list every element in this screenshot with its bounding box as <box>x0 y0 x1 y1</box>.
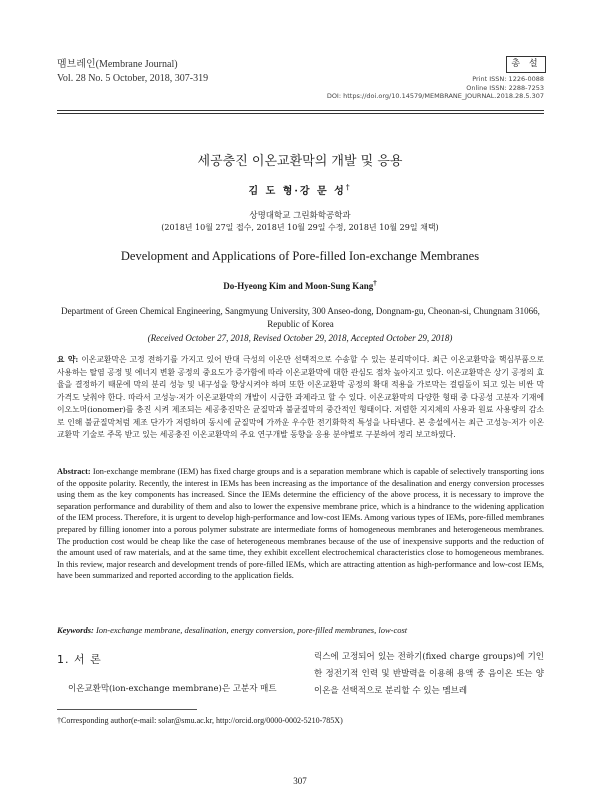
print-issn: Print ISSN: 1226-0088 <box>472 75 544 83</box>
korean-dates: (2018년 10월 27일 접수, 2018년 10월 29일 수정, 2018년 10월 29일 채택) <box>161 223 439 232</box>
issn-block <box>327 75 544 101</box>
body-column-left: 이온교환막(ion-exchange membrane)은 고분자 매트 <box>68 684 277 694</box>
korean-title: 세공충진 이온교환막의 개발 및 응용 <box>197 154 403 169</box>
keywords <box>57 625 544 635</box>
online-issn: Online ISSN: 2288-7253 <box>466 83 544 92</box>
journal-issue: Vol. 28 No. 5 October, 2018, 307-319 <box>57 73 209 84</box>
korean-abstract <box>57 354 544 442</box>
doi: DOI: https://doi.org/10.14579/MEMBRANE_JOURNAL.2018.28.5.307 <box>326 92 544 100</box>
journal-name: 멤브레인(Membrane Journal) <box>57 59 178 70</box>
korean-affiliation: 상명대학교 그린화학공학과 <box>249 211 351 221</box>
article-type-badge: 총 설 <box>506 56 546 73</box>
body-column-right: 릭스에 고정되어 있는 전하기(fixed charge groups)에 기인한 정전기적 인력 및 반발력을 이용해 용액 중 음이온 또는 양이온을 선택적으로 분리할 수 있는 멤브레 <box>314 652 544 696</box>
journal-header <box>57 58 208 86</box>
keywords-text: Ion-exchange membrane, desalination, energy conversion, pore-filled membranes, low-cost <box>95 625 408 635</box>
korean-authors: 김 도 형·강 문 성† <box>248 182 352 197</box>
korean-abstract-text: 이온교환막은 고정 전하기를 가지고 있어 반대 극성의 이온만 선택적으로 수송할 수 있는 분리막이다. 최근 이온교환막을 핵심부품으로 사용하는 탈염 공정 및 에너지 변환 공정의 중요도가 증가함에 따라 이온교환막에 대한 관심도 점차 높아지고 있다. 이온교환막은 상기 공정의 효율을 결정하기 때문에 막의 분리 성능 및 내구성을 향상시켜야 하며 또한 이온교환막 공정의 확대 적용을 가로막는 걸림돌이 되고 있는 비싼 막 가격도 낮춰야 한다. 따라서 고성능·저가 이온교환막의 개발이 시급한 과제라고 할 수 있다. 이온교환막의 다양한 형태 중 다공성 고분자 기재에 이오노머(ionomer)를 충진 시켜 제조되는 세공충진막은 균질막과 불균질막의 중간적인 형태이다. 저렴한 지지체의 사용과 원료 사용량의 감소로 인해 불균질막처럼 제조 단가가 저렴하며 동시에 균질막에 가까운 우수한 전기화학적 특성을 나타낸다. 본 총설에서는 최근 고성능·저가 이온교환막 기술로 주목 받고 있는 세공충진 이온교환막의 주요 연구개발 동향을 응용 분야별로 구분하여 정리 보고하였다. <box>57 355 545 439</box>
english-dates: (Received October 27, 2018, Revised October 29, 2018, Accepted October 29, 2018) <box>147 333 453 343</box>
keywords-label: Keywords: <box>57 625 94 635</box>
english-abstract <box>57 466 544 582</box>
header-rule-bottom <box>57 113 544 114</box>
english-title: Development and Applications of Pore-filled Ion-exchange Membranes <box>120 249 480 263</box>
english-affiliation: Department of Green Chemical Engineering, Sangmyung University, 300 Anseo-dong, Dongnam-gu, Cheonan-si, Chungnam 31066, Republic of Korea <box>61 306 540 329</box>
english-abstract-label: Abstract: <box>57 467 91 476</box>
korean-abstract-label: 요 약: <box>57 355 79 364</box>
footnote-rule <box>57 709 197 710</box>
page-number: 307 <box>293 776 307 786</box>
section-heading: 1. 서 론 <box>57 653 102 666</box>
english-abstract-text: Ion-exchange membrane (IEM) has fixed charge groups and is a separation membrane which is capable of selectively transporting ions of the opposite polarity. Recently, the interest in IEMs has been increasing as the importance of the desalination and energy conversion processes using them as the key components has increased. Since the IEMs determine the efficiency of the above process, it is necessary to improve the separation performance and durability of them and also to lower the expensive membrane price, which is a hindrance to the widening application of the IEM process. Therefore, it is urgent to develop high-performance and low-cost IEMs. Among various types of IEMs, pore-filled membranes prepared by filling ionomer into a porous polymer substrate are intermediate forms of homogeneous membranes and heterogeneous membranes. The production cost would be cheap like the case of heterogeneous membranes because of the use of inexpensive supports and the reduction of the amount used of raw materials, and at the same time, they exhibit excellent electrochemical characteristics close to homogeneous membranes. In this review, major research and development trends of pore-filled IEMs, which are attracting attention as high-performance and low-cost IEMs, have been summarized and reported according to the application fields. <box>57 467 544 581</box>
footnote: †Corresponding author(e-mail: solar@smu.ac.kr, http://orcid.org/0000-0002-5210-785X) <box>57 716 343 725</box>
header-rule-top <box>57 110 544 111</box>
english-authors: Do-Hyeong Kim and Moon-Sung Kang† <box>223 279 377 291</box>
